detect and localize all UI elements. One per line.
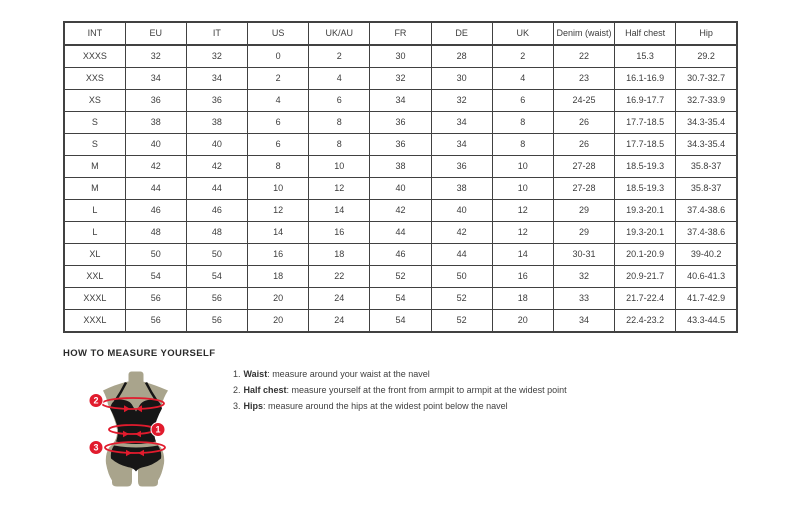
table-cell: XXXL <box>64 310 125 333</box>
table-cell: 41.7-42.9 <box>676 288 737 310</box>
size-chart-body <box>64 45 737 332</box>
mannequin-figure <box>85 368 195 494</box>
marker-hips-number: 3 <box>93 442 99 453</box>
table-cell: 4 <box>309 68 370 90</box>
table-cell: 21.7-22.4 <box>615 288 676 310</box>
table-row <box>64 112 737 134</box>
table-cell: 15.3 <box>615 45 676 68</box>
table-cell: 56 <box>125 310 186 333</box>
table-cell: 46 <box>125 200 186 222</box>
table-cell: 32 <box>125 45 186 68</box>
table-cell: 52 <box>431 288 492 310</box>
table-cell: 42 <box>370 200 431 222</box>
table-row <box>64 200 737 222</box>
table-cell: 38 <box>125 112 186 134</box>
table-cell: 17.7-18.5 <box>615 134 676 156</box>
size-chart-header <box>64 22 737 45</box>
table-cell: 8 <box>248 156 309 178</box>
table-cell: 52 <box>370 266 431 288</box>
table-cell: 10 <box>248 178 309 200</box>
step-label: Half chest <box>243 385 287 395</box>
table-row <box>64 244 737 266</box>
table-row <box>64 222 737 244</box>
table-cell: 14 <box>309 200 370 222</box>
table-cell: 36 <box>186 90 247 112</box>
table-row <box>64 266 737 288</box>
table-cell: 46 <box>370 244 431 266</box>
table-cell: 42 <box>186 156 247 178</box>
marker-chest-badge <box>89 394 103 408</box>
table-cell: 16 <box>248 244 309 266</box>
table-cell: L <box>64 200 125 222</box>
table-row <box>64 134 737 156</box>
table-cell: 24-25 <box>553 90 614 112</box>
table-cell: 43.3-44.5 <box>676 310 737 333</box>
table-cell: 54 <box>186 266 247 288</box>
table-cell: 54 <box>370 288 431 310</box>
step-label: Waist <box>243 369 268 379</box>
table-cell: 16 <box>309 222 370 244</box>
marker-chest-number: 2 <box>93 395 99 406</box>
table-cell: 16 <box>492 266 553 288</box>
table-cell: 32 <box>553 266 614 288</box>
table-cell: 34 <box>370 90 431 112</box>
table-cell: 20 <box>492 310 553 333</box>
table-cell: 30 <box>370 45 431 68</box>
table-row <box>64 45 737 68</box>
table-cell: 40 <box>431 200 492 222</box>
table-cell: XXL <box>64 266 125 288</box>
table-cell: XS <box>64 90 125 112</box>
table-cell: 26 <box>553 134 614 156</box>
column-header: Hip <box>676 22 737 45</box>
table-cell: 34 <box>553 310 614 333</box>
table-cell: 20.9-21.7 <box>615 266 676 288</box>
table-cell: 18.5-19.3 <box>615 178 676 200</box>
table-cell: 38 <box>370 156 431 178</box>
table-cell: 18 <box>309 244 370 266</box>
table-cell: 34.3-35.4 <box>676 112 737 134</box>
table-cell: 12 <box>492 200 553 222</box>
table-row <box>64 288 737 310</box>
table-cell: 4 <box>492 68 553 90</box>
table-cell: 35.8-37 <box>676 178 737 200</box>
table-cell: 6 <box>309 90 370 112</box>
table-cell: 18 <box>492 288 553 310</box>
step-number: 1. <box>233 369 241 379</box>
table-cell: 30-31 <box>553 244 614 266</box>
column-header: FR <box>370 22 431 45</box>
table-row <box>64 68 737 90</box>
table-row <box>64 310 737 333</box>
table-cell: XXXS <box>64 45 125 68</box>
table-cell: S <box>64 112 125 134</box>
table-cell: 42 <box>431 222 492 244</box>
table-cell: 16.9-17.7 <box>615 90 676 112</box>
table-cell: 19.3-20.1 <box>615 200 676 222</box>
table-row <box>64 90 737 112</box>
table-cell: 36 <box>370 134 431 156</box>
step-number: 2. <box>233 385 241 395</box>
table-cell: 56 <box>125 288 186 310</box>
table-cell: XXS <box>64 68 125 90</box>
table-cell: 44 <box>431 244 492 266</box>
table-cell: 4 <box>248 90 309 112</box>
table-cell: 2 <box>492 45 553 68</box>
table-cell: 26 <box>553 112 614 134</box>
table-cell: 36 <box>370 112 431 134</box>
table-cell: 16.1-16.9 <box>615 68 676 90</box>
table-cell: 54 <box>370 310 431 333</box>
table-cell: 6 <box>248 134 309 156</box>
table-cell: 2 <box>309 45 370 68</box>
measure-steps-list <box>233 369 653 417</box>
table-cell: 27-28 <box>553 156 614 178</box>
column-header: EU <box>125 22 186 45</box>
table-cell: 40 <box>125 134 186 156</box>
table-cell: 42 <box>125 156 186 178</box>
table-row <box>64 178 737 200</box>
step-text: : measure around your waist at the navel <box>267 369 430 379</box>
table-header-row <box>64 22 737 45</box>
marker-hips-badge <box>89 441 103 455</box>
table-cell: 18.5-19.3 <box>615 156 676 178</box>
table-cell: XL <box>64 244 125 266</box>
table-cell: L <box>64 222 125 244</box>
table-cell: M <box>64 156 125 178</box>
table-cell: 40.6-41.3 <box>676 266 737 288</box>
table-cell: 12 <box>309 178 370 200</box>
table-cell: 44 <box>186 178 247 200</box>
table-cell: 40 <box>186 134 247 156</box>
table-cell: 20 <box>248 288 309 310</box>
table-cell: 8 <box>309 134 370 156</box>
table-cell: 23 <box>553 68 614 90</box>
table-cell: 34 <box>125 68 186 90</box>
table-cell: 34 <box>186 68 247 90</box>
table-cell: S <box>64 134 125 156</box>
step-text: : measure yourself at the front from armpit to armpit at the widest point <box>286 385 567 395</box>
table-cell: 14 <box>492 244 553 266</box>
column-header: Denim (waist) <box>553 22 614 45</box>
table-cell: 2 <box>248 68 309 90</box>
measure-section-title: HOW TO MEASURE YOURSELF <box>63 348 216 359</box>
size-chart-table <box>63 21 738 333</box>
table-cell: 29.2 <box>676 45 737 68</box>
table-cell: 44 <box>370 222 431 244</box>
measure-step <box>233 369 653 380</box>
table-cell: 22 <box>553 45 614 68</box>
table-cell: 12 <box>492 222 553 244</box>
table-cell: 40 <box>370 178 431 200</box>
table-cell: 32.7-33.9 <box>676 90 737 112</box>
table-cell: 34 <box>431 112 492 134</box>
column-header: IT <box>186 22 247 45</box>
measurement-illustration <box>85 368 195 494</box>
table-cell: 32 <box>370 68 431 90</box>
column-header: UK/AU <box>309 22 370 45</box>
measure-step <box>233 385 653 396</box>
table-cell: 52 <box>431 310 492 333</box>
table-cell: 24 <box>309 288 370 310</box>
table-cell: 38 <box>431 178 492 200</box>
table-cell: 12 <box>248 200 309 222</box>
table-cell: 6 <box>492 90 553 112</box>
table-cell: 37.4-38.6 <box>676 200 737 222</box>
table-cell: 37.4-38.6 <box>676 222 737 244</box>
table-cell: 19.3-20.1 <box>615 222 676 244</box>
table-cell: 30.7-32.7 <box>676 68 737 90</box>
table-cell: M <box>64 178 125 200</box>
table-cell: 39-40.2 <box>676 244 737 266</box>
table-cell: 29 <box>553 200 614 222</box>
column-header: Half chest <box>615 22 676 45</box>
table-cell: 46 <box>186 200 247 222</box>
table-cell: 50 <box>431 266 492 288</box>
table-cell: 20 <box>248 310 309 333</box>
table-cell: 44 <box>125 178 186 200</box>
table-cell: 56 <box>186 288 247 310</box>
table-row <box>64 156 737 178</box>
table-cell: 30 <box>431 68 492 90</box>
table-cell: 34.3-35.4 <box>676 134 737 156</box>
column-header: US <box>248 22 309 45</box>
table-cell: 20.1-20.9 <box>615 244 676 266</box>
table-cell: 10 <box>492 156 553 178</box>
table-cell: XXXL <box>64 288 125 310</box>
step-text: : measure around the hips at the widest point below the navel <box>263 401 508 411</box>
measure-step <box>233 401 653 412</box>
table-cell: 32 <box>186 45 247 68</box>
step-label: Hips <box>243 401 264 411</box>
table-cell: 14 <box>248 222 309 244</box>
column-header: DE <box>431 22 492 45</box>
marker-waist-number: 1 <box>155 424 161 435</box>
table-cell: 22 <box>309 266 370 288</box>
table-cell: 48 <box>125 222 186 244</box>
table-cell: 28 <box>431 45 492 68</box>
table-cell: 38 <box>186 112 247 134</box>
column-header: UK <box>492 22 553 45</box>
size-chart-section <box>63 21 738 333</box>
table-cell: 22.4-23.2 <box>615 310 676 333</box>
table-cell: 56 <box>186 310 247 333</box>
table-cell: 33 <box>553 288 614 310</box>
table-cell: 27-28 <box>553 178 614 200</box>
table-cell: 34 <box>431 134 492 156</box>
marker-waist-badge <box>151 423 165 437</box>
table-cell: 6 <box>248 112 309 134</box>
table-cell: 32 <box>431 90 492 112</box>
column-header: INT <box>64 22 125 45</box>
table-cell: 8 <box>492 134 553 156</box>
table-cell: 18 <box>248 266 309 288</box>
table-cell: 36 <box>125 90 186 112</box>
step-number: 3. <box>233 401 241 411</box>
table-cell: 10 <box>309 156 370 178</box>
table-cell: 36 <box>431 156 492 178</box>
table-cell: 54 <box>125 266 186 288</box>
table-cell: 35.8-37 <box>676 156 737 178</box>
table-cell: 8 <box>309 112 370 134</box>
table-cell: 8 <box>492 112 553 134</box>
table-cell: 50 <box>125 244 186 266</box>
table-cell: 48 <box>186 222 247 244</box>
table-cell: 24 <box>309 310 370 333</box>
table-cell: 29 <box>553 222 614 244</box>
table-cell: 17.7-18.5 <box>615 112 676 134</box>
table-cell: 0 <box>248 45 309 68</box>
table-cell: 50 <box>186 244 247 266</box>
table-cell: 10 <box>492 178 553 200</box>
